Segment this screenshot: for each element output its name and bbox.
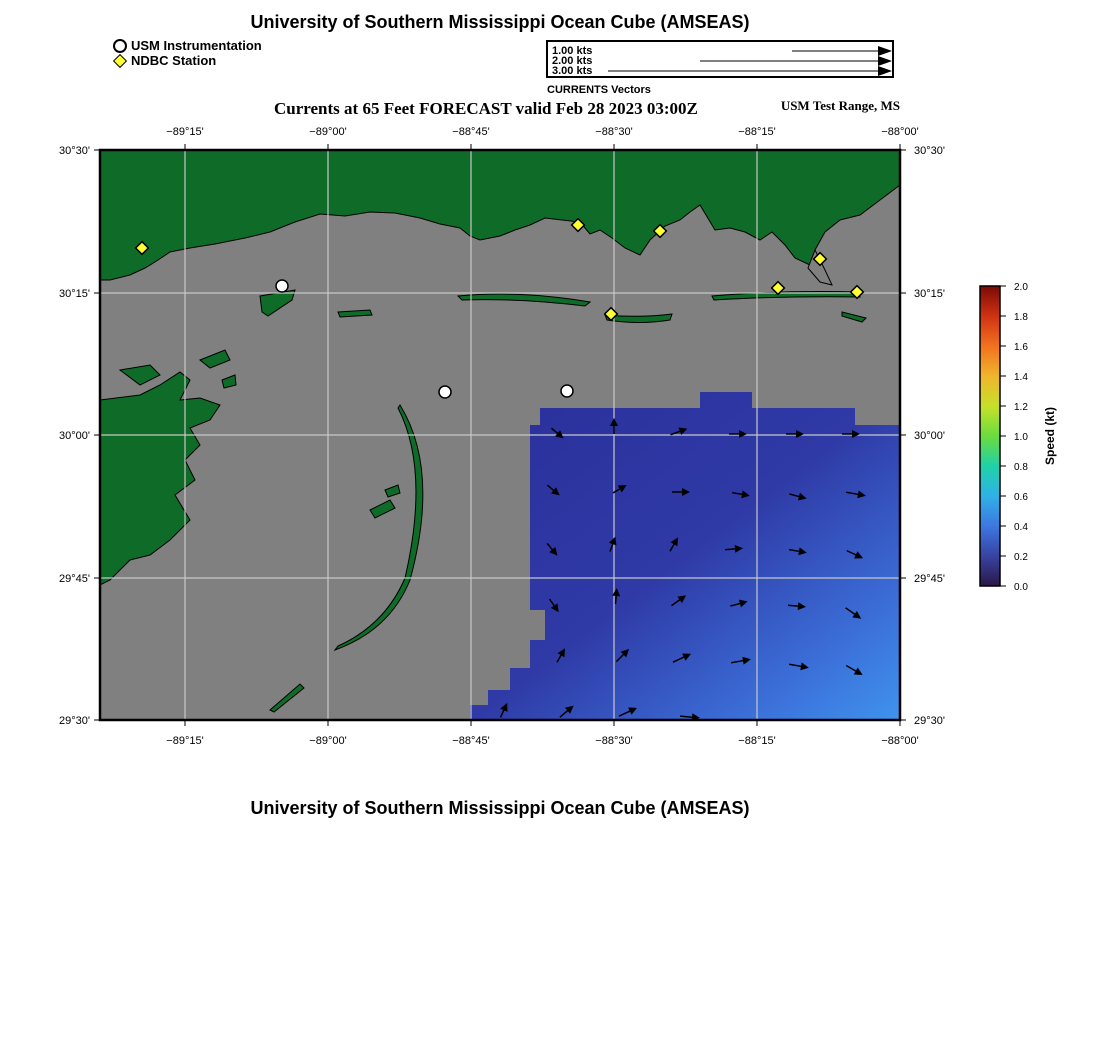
ref-label-2: 2.00 kts xyxy=(552,55,593,67)
colorbar-tick-label: 0.8 xyxy=(1014,462,1028,473)
lat-label: 30°30' xyxy=(914,145,945,157)
lon-label: −89°15' xyxy=(166,126,204,138)
lon-label: −88°15' xyxy=(738,735,776,747)
lon-label: −88°00' xyxy=(881,735,919,747)
lon-label: −88°30' xyxy=(595,735,633,747)
lat-label: 30°00' xyxy=(59,430,90,442)
lat-labels-left xyxy=(59,145,90,727)
colorbar xyxy=(980,282,1057,593)
colorbar-gradient xyxy=(980,286,1000,586)
colorbar-tick-label: 0.0 xyxy=(1014,582,1028,593)
colorbar-tick-label: 1.2 xyxy=(1014,402,1028,413)
lat-labels-right xyxy=(914,145,945,727)
top-title: University of Southern Mississippi Ocean Cube (AMSEAS) xyxy=(250,12,750,32)
lon-label: −89°15' xyxy=(166,735,204,747)
usm-station xyxy=(439,386,451,398)
lat-label: 29°45' xyxy=(59,573,90,585)
lat-label: 29°30' xyxy=(914,715,945,727)
lon-labels-bottom xyxy=(166,735,918,747)
legend-ndbc-label: NDBC Station xyxy=(131,53,217,68)
lat-label: 29°30' xyxy=(59,715,90,727)
lon-labels-top xyxy=(166,126,918,138)
colorbar-tick-label: 1.6 xyxy=(1014,342,1028,353)
colorbar-tick-label: 1.0 xyxy=(1014,432,1028,443)
lat-label: 30°00' xyxy=(914,430,945,442)
colorbar-tick-label: 1.4 xyxy=(1014,372,1028,383)
current-field xyxy=(470,392,900,720)
lon-label: −88°15' xyxy=(738,126,776,138)
colorbar-tick-label: 1.8 xyxy=(1014,312,1028,323)
usm-station xyxy=(561,385,573,397)
colorbar-ticks xyxy=(1000,286,1006,586)
ref-label-1: 1.00 kts xyxy=(552,45,593,57)
lat-label: 30°30' xyxy=(59,145,90,157)
colorbar-tick-label: 0.4 xyxy=(1014,522,1028,533)
region-label: USM Test Range, MS xyxy=(780,98,900,113)
lon-label: −88°45' xyxy=(452,126,490,138)
colorbar-tick-label: 0.2 xyxy=(1014,552,1028,563)
bottom-title: University of Southern Mississippi Ocean Cube (AMSEAS) xyxy=(250,798,750,818)
usm-station xyxy=(276,280,288,292)
colorbar-label: Speed (kt) xyxy=(1043,406,1057,466)
lat-label: 30°15' xyxy=(59,288,90,300)
lat-label: 30°15' xyxy=(914,288,945,300)
lon-label: −88°45' xyxy=(452,735,490,747)
lon-label: −88°00' xyxy=(881,126,919,138)
lat-label: 29°45' xyxy=(914,573,945,585)
lon-label: −89°00' xyxy=(309,126,347,138)
colorbar-tick-label: 2.0 xyxy=(1014,282,1028,293)
map-title: Currents at 65 Feet FORECAST valid Feb 28 2023 03:00Z xyxy=(274,99,698,118)
vector-caption: CURRENTS Vectors xyxy=(547,84,651,96)
lon-label: −88°30' xyxy=(595,126,633,138)
ref-label-3: 3.00 kts xyxy=(552,65,593,77)
lon-label: −89°00' xyxy=(309,735,347,747)
colorbar-tick-label: 0.6 xyxy=(1014,492,1028,503)
legend-usm-label: USM Instrumentation xyxy=(131,38,262,53)
